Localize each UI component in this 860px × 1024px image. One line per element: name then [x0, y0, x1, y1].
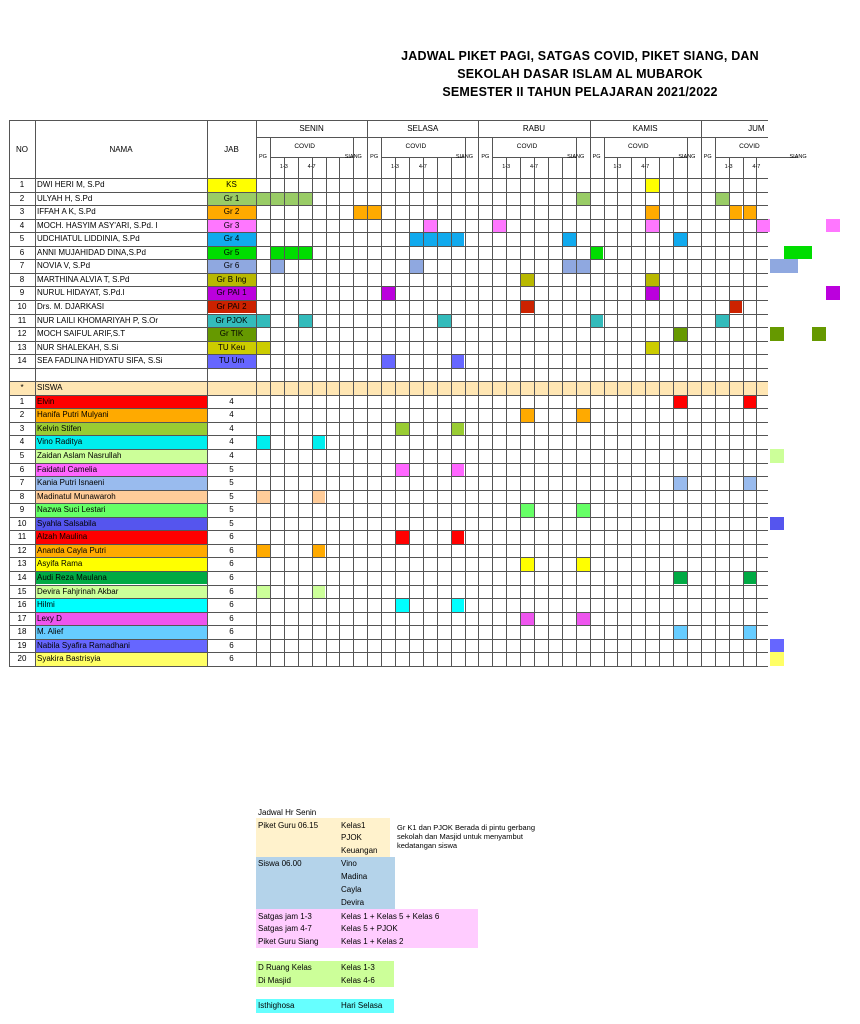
schedule-mark	[395, 598, 409, 612]
schedule-mark	[729, 205, 743, 219]
schedule-mark	[451, 598, 465, 612]
schedule-mark	[256, 341, 270, 355]
teacher-no: 6	[19, 247, 25, 257]
schedule-mark	[298, 314, 312, 328]
teacher-jab: Gr 5	[223, 247, 240, 257]
schedule-mark	[381, 286, 395, 300]
student-kelas: 6	[229, 640, 234, 650]
teacher-name: UDCHIATUL LIDDINIA, S.Pd	[37, 234, 140, 244]
schedule-mark	[562, 232, 576, 246]
schedule-mark	[743, 476, 757, 490]
schedule-title-line-2: SEKOLAH DASAR ISLAM AL MUBAROK	[457, 67, 703, 81]
grid-line	[604, 137, 605, 666]
header-day-0: SENIN	[299, 124, 324, 133]
satgas-value-1: Kelas 1 + Kelas 5 + Kelas 6	[341, 912, 440, 921]
student-kelas: 6	[229, 654, 234, 664]
header-pg-4: PG	[703, 154, 712, 160]
student-kelas: 5	[229, 518, 234, 528]
schedule-mark	[451, 530, 465, 544]
schedule-mark	[645, 205, 659, 219]
schedule-mark	[395, 463, 409, 477]
teacher-name: SEA FADLINA HIDYATU SIFA, S.Si	[37, 356, 163, 366]
header-day-2: RABU	[522, 124, 546, 133]
teacher-jab: Gr TIK	[219, 329, 244, 339]
schedule-mark	[784, 259, 798, 273]
header-siang-0: SIANG	[344, 154, 362, 160]
header-13-4: 1-3	[724, 164, 733, 170]
isthighosa-label: Isthighosa	[258, 1001, 295, 1010]
grid-line	[548, 157, 549, 666]
student-name: Ananda Cayla Putri	[37, 545, 106, 555]
grid-line	[478, 120, 479, 666]
grid-line	[395, 157, 396, 666]
satgas-value-2: Kelas 5 + PJOK	[341, 924, 398, 933]
ruang-value-2: Kelas 4-6	[341, 976, 375, 985]
ruang-label-1: D Ruang Kelas	[258, 963, 312, 972]
schedule-mark	[645, 178, 659, 192]
piket-guru-value-2: PJOK	[341, 833, 362, 842]
schedule-mark	[743, 625, 757, 639]
student-kelas: 6	[229, 545, 234, 555]
schedule-mark	[451, 463, 465, 477]
header-pg-1: PG	[370, 154, 379, 160]
grid-line	[659, 157, 660, 666]
grid-line	[520, 157, 521, 666]
grid-line	[617, 157, 618, 666]
teacher-name: NOVIA V, S.Pd	[37, 261, 91, 271]
schedule-mark	[256, 192, 270, 206]
siswa-header-label: SISWA	[37, 383, 63, 393]
schedule-mark	[451, 354, 465, 368]
student-no: 5	[19, 451, 25, 460]
student-no: 12	[17, 545, 27, 555]
student-name: Hanifa Putri Mulyani	[37, 410, 109, 420]
schedule-mark	[645, 273, 659, 287]
grid-line	[743, 157, 744, 666]
schedule-mark	[743, 571, 757, 585]
teacher-no: 1	[19, 180, 25, 189]
grid-line	[353, 137, 354, 666]
schedule-mark	[520, 557, 534, 571]
header-day-3: KAMIS	[632, 124, 658, 133]
schedule-mark	[256, 435, 270, 449]
teacher-no: 12	[17, 329, 27, 339]
header-siang-1: SIANG	[455, 154, 474, 160]
grid-line	[534, 157, 535, 666]
grid-line	[465, 137, 466, 666]
header-covid-3: COVID	[627, 143, 649, 150]
header-no: NO	[16, 145, 28, 154]
teacher-jab: TU Um	[218, 356, 245, 366]
grid-line	[381, 137, 382, 666]
grid-line	[701, 120, 702, 666]
schedule-mark	[770, 517, 784, 531]
student-kelas: 4	[229, 410, 234, 420]
schedule-mark	[576, 612, 590, 626]
schedule-mark	[673, 476, 687, 490]
student-no: 20	[17, 654, 27, 664]
teacher-jab: Gr 4	[223, 234, 240, 244]
grid-line	[437, 157, 438, 666]
teacher-jab: Gr 2	[223, 207, 240, 217]
schedule-mark	[423, 232, 437, 246]
grid-line	[756, 157, 757, 666]
teacher-name: ULYAH H, S.Pd	[37, 193, 93, 203]
student-kelas: 6	[229, 572, 234, 582]
siswa-value-4: Devira	[341, 898, 365, 907]
teacher-name: DWI HERI M, S.Pd	[37, 180, 105, 189]
schedule-mark	[312, 544, 326, 558]
teacher-no: 9	[19, 288, 25, 298]
teacher-jab: Gr 6	[223, 261, 240, 271]
student-no: 1	[19, 396, 25, 406]
teacher-no: 13	[17, 342, 27, 352]
student-no: 7	[19, 478, 25, 488]
schedule-mark	[284, 246, 298, 260]
grid-line	[729, 157, 730, 666]
siswa-value-3: Cayla	[341, 885, 362, 894]
schedule-mark	[256, 314, 270, 328]
header-13-3: 1-3	[613, 164, 622, 170]
teacher-jab: Gr PAI 2	[216, 301, 247, 311]
student-name: Syahla Salsabila	[37, 518, 97, 528]
schedule-mark	[312, 435, 326, 449]
header-siang-4: SIANG	[789, 154, 807, 160]
student-no: 15	[17, 586, 27, 596]
schedule-mark	[270, 246, 284, 260]
header-47-0: 4-7	[307, 164, 316, 170]
schedule-mark	[520, 503, 534, 517]
teacher-jab: TU Keu	[217, 342, 246, 352]
teacher-name: MOCH. HASYIM ASY'ARI, S.Pd. I	[37, 220, 158, 230]
grid-line	[451, 157, 452, 666]
student-no: 10	[17, 518, 27, 528]
student-no: 9	[19, 505, 25, 515]
teacher-no: 5	[19, 234, 25, 244]
student-kelas: 5	[229, 478, 234, 488]
student-name: Kelvin Stifen	[37, 423, 82, 433]
satgas-label-1: Satgas jam 1-3	[258, 912, 312, 921]
schedule-mark	[715, 192, 729, 206]
teacher-jab: Gr 3	[223, 220, 240, 230]
grid-line	[492, 137, 493, 666]
student-kelas: 5	[229, 464, 234, 474]
schedule-mark	[520, 408, 534, 422]
student-no: 16	[17, 600, 27, 610]
siswa-label: Siswa 06.00	[258, 859, 302, 868]
schedule-mark	[729, 300, 743, 314]
student-no: 3	[19, 423, 25, 433]
schedule-mark	[576, 192, 590, 206]
schedule-mark	[576, 259, 590, 273]
student-kelas: 5	[229, 505, 234, 515]
schedule-mark	[298, 192, 312, 206]
teacher-no: 8	[19, 274, 25, 284]
grid-line	[284, 157, 285, 666]
schedule-mark	[256, 544, 270, 558]
student-name: Faidatul Camelia	[37, 464, 98, 474]
teacher-jab: Gr B Ing	[216, 274, 247, 284]
schedule-mark	[812, 327, 826, 341]
schedule-mark	[520, 273, 534, 287]
satgas-label-3: Piket Guru Siang	[258, 937, 319, 946]
schedule-mark	[826, 219, 840, 233]
grid-line	[409, 157, 410, 666]
grid-line	[367, 120, 368, 666]
schedule-mark	[256, 585, 270, 599]
header-pg-2: PG	[481, 154, 490, 160]
schedule-mark	[409, 232, 423, 246]
satgas-value-3: Kelas 1 + Kelas 2	[341, 937, 404, 946]
header-covid-1: COVID	[405, 143, 427, 150]
schedule-mark	[576, 503, 590, 517]
schedule-mark	[673, 395, 687, 409]
student-name: Audi Reza Maulana	[37, 572, 107, 582]
schedule-mark	[770, 652, 784, 666]
grid-line	[9, 120, 768, 121]
teacher-name: MOCH SAIFUL ARIF,S.T	[37, 329, 126, 339]
schedule-mark	[256, 490, 270, 504]
student-kelas: 6	[229, 627, 234, 637]
schedule-mark	[576, 557, 590, 571]
student-kelas: 5	[229, 491, 234, 501]
schedule-mark	[673, 232, 687, 246]
student-name: Elvin	[37, 396, 55, 406]
schedule-mark	[451, 422, 465, 436]
student-no: 19	[17, 640, 27, 650]
header-line	[256, 137, 768, 138]
student-name: Syakira Bastrisyia	[37, 654, 101, 664]
schedule-mark	[437, 314, 451, 328]
student-name: Devira Fahjrinah Akbar	[37, 586, 119, 596]
schedule-mark	[590, 246, 604, 260]
header-siang-2: SIANG	[567, 154, 585, 160]
header-siang-3: SIANG	[678, 154, 696, 160]
schedule-mark	[715, 314, 729, 328]
schedule-mark	[423, 219, 437, 233]
schedule-mark	[770, 449, 784, 463]
student-name: Kania Putri Isnaeni	[37, 478, 105, 488]
schedule-mark	[645, 341, 659, 355]
grid-line	[326, 157, 327, 666]
schedule-mark	[520, 300, 534, 314]
grid-line	[645, 157, 646, 666]
teacher-jab: Gr 1	[223, 193, 240, 203]
student-no: 17	[17, 613, 27, 623]
grid-line	[590, 120, 591, 666]
student-no: 2	[19, 410, 25, 420]
schedule-mark	[437, 232, 451, 246]
grid-line	[9, 666, 768, 667]
schedule-mark	[312, 490, 326, 504]
teacher-no: 11	[17, 315, 27, 325]
siswa-value-2: Madina	[341, 872, 368, 881]
notes-heading: Jadwal Hr Senin	[258, 808, 317, 817]
teacher-jab: Gr PJOK	[215, 315, 248, 325]
schedule-mark	[367, 205, 381, 219]
header-covid-4: COVID	[739, 143, 760, 150]
header-13-1: 1-3	[391, 164, 399, 170]
schedule-mark	[562, 259, 576, 273]
header-pg-0: PG	[258, 154, 267, 160]
teacher-name: NUR SHALEKAH, S.Si	[37, 342, 119, 352]
grid-line	[35, 120, 36, 666]
header-nama: NAMA	[109, 145, 133, 154]
student-kelas: 4	[229, 451, 234, 460]
schedule-mark	[312, 585, 326, 599]
student-kelas: 6	[229, 600, 234, 610]
grid-line	[256, 120, 257, 666]
comment-line-2: sekolah dan Masjid untuk menyambut	[397, 832, 523, 841]
student-name: Nazwa Suci Lestari	[37, 505, 106, 515]
schedule-mark	[409, 259, 423, 273]
schedule-mark	[743, 395, 757, 409]
header-covid-0: COVID	[294, 143, 315, 150]
piket-guru-value-1: Kelas1	[341, 821, 366, 830]
teacher-no: 10	[17, 301, 27, 311]
siswa-value-1: Vino	[341, 859, 357, 868]
student-kelas: 4	[229, 437, 234, 447]
teacher-no: 2	[19, 193, 25, 203]
teacher-no: 14	[17, 356, 27, 366]
schedule-mark	[673, 327, 687, 341]
schedule-title-line-3: SEMESTER II TAHUN PELAJARAN 2021/2022	[442, 85, 718, 99]
schedule-mark	[673, 625, 687, 639]
grid-line	[673, 157, 674, 666]
student-name: Alzah Maulina	[37, 532, 88, 542]
schedule-mark	[284, 192, 298, 206]
schedule-mark	[784, 246, 798, 260]
ruang-value-1: Kelas 1-3	[341, 963, 375, 972]
student-no: 13	[17, 559, 27, 569]
schedule-mark	[673, 571, 687, 585]
schedule-mark	[395, 530, 409, 544]
piket-guru-value-3: Keuangan	[341, 846, 378, 855]
header-13-2: 1-3	[502, 164, 511, 170]
siswa-header-no: *	[20, 383, 24, 393]
student-name: Asyifa Rama	[37, 559, 83, 569]
teacher-name: NURUL HIDAYAT, S.Pd.I	[37, 288, 125, 298]
teacher-name: Drs. M. DJARKASI	[37, 301, 105, 311]
schedule-title-line-1: JADWAL PIKET PAGI, SATGAS COVID, PIKET SIANG, DAN	[401, 49, 759, 63]
schedule-mark	[645, 286, 659, 300]
grid-line	[576, 137, 577, 666]
student-no: 11	[17, 532, 27, 542]
teacher-jab: KS	[226, 180, 237, 189]
student-no: 8	[19, 491, 25, 501]
grid-line	[562, 157, 563, 666]
student-kelas: 6	[229, 586, 234, 596]
grid-line	[270, 137, 271, 666]
student-name: Vino Raditya	[37, 437, 83, 447]
grid-line	[631, 157, 632, 666]
student-name: Nabila Syafira Ramadhani	[37, 640, 130, 650]
header-47-2: 4-7	[530, 164, 538, 170]
grid-line	[715, 137, 716, 666]
header-day-4: JUM	[748, 124, 765, 133]
schedule-mark	[576, 408, 590, 422]
comment-line-1: Gr K1 dan PJOK Berada di pintu gerbang	[397, 823, 536, 832]
schedule-mark	[353, 205, 367, 219]
student-kelas: 6	[229, 613, 234, 623]
grid-line	[298, 157, 299, 666]
schedule-mark	[645, 219, 659, 233]
teacher-no: 4	[19, 220, 25, 230]
student-no: 4	[19, 437, 25, 447]
schedule-mark	[270, 259, 284, 273]
grid-line	[423, 157, 424, 666]
student-kelas: 6	[229, 532, 234, 542]
student-no: 6	[19, 464, 25, 474]
teacher-name: IFFAH A K, S.Pd	[37, 207, 96, 217]
schedule-mark	[798, 246, 812, 260]
student-name: M. Alief	[37, 627, 64, 637]
student-kelas: 6	[229, 559, 234, 569]
student-name: Zaidan Aslam Nasrullah	[37, 451, 122, 460]
schedule-mark	[492, 219, 506, 233]
piket-guru-label: Piket Guru 06.15	[258, 821, 319, 830]
schedule-mark	[520, 612, 534, 626]
teacher-no: 3	[19, 207, 25, 217]
schedule-mark	[770, 327, 784, 341]
teacher-name: NUR LAILI KHOMARIYAH P, S.Or	[37, 315, 159, 325]
schedule-mark	[451, 232, 465, 246]
grid-line	[9, 368, 768, 369]
teacher-name: MARTHINA ALVIA T, S.Pd	[37, 274, 130, 284]
student-name: Madinatul Munawaroh	[37, 491, 116, 501]
student-kelas: 4	[229, 423, 234, 433]
header-47-1: 4-7	[418, 164, 427, 170]
schedule-mark	[270, 192, 284, 206]
schedule-mark	[770, 259, 784, 273]
student-name: Lexy D	[37, 613, 62, 623]
schedule-mark	[743, 205, 757, 219]
schedule-mark	[381, 354, 395, 368]
grid-line	[312, 157, 313, 666]
schedule-mark	[770, 639, 784, 653]
satgas-label-2: Satgas jam 4-7	[258, 924, 312, 933]
schedule-mark	[395, 422, 409, 436]
schedule-mark	[756, 219, 770, 233]
grid-line	[506, 157, 507, 666]
header-covid-2: COVID	[516, 143, 538, 150]
header-47-3: 4-7	[641, 164, 650, 170]
isthighosa-value: Hari Selasa	[341, 1001, 383, 1010]
student-kelas: 4	[229, 396, 234, 406]
teacher-name: ANNI MUJAHIDAD DINA,S.Pd	[37, 247, 146, 257]
grid-line	[687, 137, 688, 666]
header-47-4: 4-7	[752, 164, 761, 170]
schedule-mark	[590, 314, 604, 328]
header-pg-3: PG	[592, 154, 601, 160]
teacher-no: 7	[19, 261, 25, 271]
schedule-mark	[826, 286, 840, 300]
student-no: 18	[17, 627, 27, 637]
student-name: Hilmi	[37, 600, 55, 610]
schedule-mark	[298, 246, 312, 260]
header-day-1: SELASA	[407, 124, 439, 133]
grid-line	[339, 157, 340, 666]
teacher-jab: Gr PAI 1	[216, 288, 247, 298]
student-no: 14	[17, 572, 27, 582]
header-13-0: 1-3	[279, 164, 288, 170]
ruang-label-2: Di Masjid	[258, 976, 291, 985]
comment-line-3: kedatangan siswa	[397, 841, 458, 850]
header-jab: JAB	[224, 145, 239, 154]
